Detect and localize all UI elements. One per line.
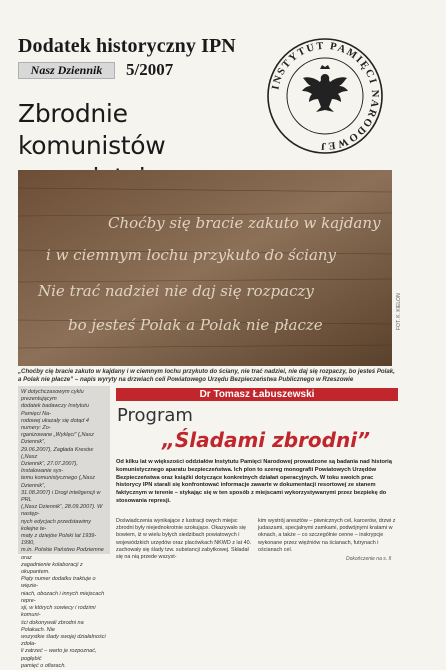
- sidebar-line: rodowej ukazały się dotąd 4 numery: Zo-: [21, 417, 89, 432]
- cell-door-photo: [18, 170, 392, 366]
- continued-note: Dokończenie na s. II: [346, 556, 392, 562]
- article-lead: Od kilku lat w większości oddziałów Instytutu Pamięci Narodowej prowadzone są badania nad historią komunistycznego aparatu bezpieczeństwa. Ich plon to szereg monografii Powiatowych Urzędów Bezpieczeństwa oraz książki dotyczące konkretnych działań operacyjnych. W toku swoich prac historycy IPN starali się konfrontować informacje zawarte w dokumentacji resortowej ze stanem faktycznym w terenie – stykając się w ten sposób z miejscami wykorzystywanymi przez bezpiekę do stosowania represji.: [116, 459, 392, 504]
- sidebar-text: [21, 389, 107, 670]
- sidebar-line: niach, obozach i innych miejscach repre-: [21, 590, 105, 604]
- eagle-icon: [302, 65, 348, 112]
- photo-credit: FOT. K. KIELON: [396, 293, 402, 330]
- sidebar-line: m.in. Polskie Państwo Podziemne oraz: [21, 547, 104, 561]
- article-column-2: kim wystrój aresztów – piwnicznych cel, karcerów, drzwi z judaszami, specjalnymi zamkami, podwójnymi kratami w oknach, a także – co szczególnie cenne – inskrypcje wykonane przez więźniów na ścianach, futrynach i ościanach cel.: [258, 518, 396, 553]
- program-title: „Śladami zbrodni”: [162, 428, 370, 452]
- inscription-line-2: i w ciemnym lochu przykuto do ściany: [46, 246, 337, 264]
- headline-line-1: Zbrodnie komunistów: [18, 99, 166, 160]
- sidebar-line: dodatek badawczy Instytutu Pamięci Na-: [21, 403, 89, 417]
- article-column-1: Doświadczenia wynikające z lustracji owych miejsc zbrodni były niejednokrotnie szokujące. Okazywało się bowiem, iż w wielu byłych siedzibach powiatowych i wojewódzkich urzędów oraz placówkach NKWD z lat 40. zachowały się ślady tzw. substancji zabytkowej. Składał się na nią przede wszyst-: [116, 518, 252, 561]
- issue-number: 5/2007: [126, 60, 174, 79]
- sidebar-line: rganizowane „Wyklęci” („Nasz Dziennik”,: [21, 432, 95, 446]
- sidebar-line: („Nasz Dziennik”, 28.09.2007). W następ-: [21, 504, 103, 518]
- supplement-title: Dodatek historyczny IPN: [18, 35, 236, 57]
- sidebar-line: nych edycjach przedstawimy kolejne te-: [21, 518, 92, 532]
- inscription-line-3: Nie trać nadziei nie daj się rozpaczy: [38, 282, 314, 300]
- sidebar-line: 29.06.2007), Zagłada Kresów („Nasz: [21, 446, 94, 460]
- sidebar-line: li zatrzeć – warto je rozpoznać, pogłębić: [21, 648, 97, 662]
- inscription-line-4: bo jesteś Polak a Polak nie płacze: [68, 316, 323, 334]
- author-byline: Dr Tomasz Łabuszewski: [116, 388, 398, 401]
- sidebar-line: Piąty numer dodatku traktuje o więzie-: [21, 576, 96, 590]
- masthead: [18, 62, 198, 79]
- sidebar-line: ści dokonywali zbrodni na Polakach. Nie: [21, 619, 84, 633]
- sidebar-line: 31.08.2007) i Drogi inteligencji w PRL: [21, 489, 101, 504]
- series-sidebar: [18, 386, 110, 669]
- sidebar-line: wszystkie ślady swojej działalności zdoła-: [21, 633, 106, 648]
- sidebar-line: W dotychczasowym cyklu prezentującym: [21, 389, 84, 403]
- sidebar-line: maty z dziejów Polski lat 1939-1990,: [21, 533, 97, 547]
- sidebar-line: temu komunistycznego („Nasz Dziennik”,: [21, 475, 95, 489]
- inscription-line-1: Choćby się bracie zakuto w kajdany: [108, 214, 381, 232]
- sidebar-line: Dziennik”, 27.07.2007), Instalowanie sys-: [21, 461, 78, 475]
- photo-caption: „Choćby cię bracie zakuto w kajdany i w ciemnym lochu przykuto do ściany, nie trać nadziei, nie daj się rozpaczy, bo jesteś Polak, a Polak nie płacze” – napis wyryty na drzwiach celi Powiatowego Urzędu Bezpieczeństwa Publicznego w Rzeszowie: [18, 368, 395, 383]
- seal-text: INSTYTUT PAMIĘCI NARODOWEJ: [270, 40, 381, 152]
- program-label: Program: [117, 405, 193, 426]
- sidebar-line: zagadnienie kolaboracji z okupantem.: [21, 561, 83, 576]
- sidebar-line: pamięć o ofiarach.: [21, 662, 66, 669]
- newspaper-logo: Nasz Dziennik: [18, 62, 115, 79]
- ipn-seal: [265, 36, 385, 156]
- sidebar-line: sji, w których sowiecy i rodzimi komuni-: [21, 605, 96, 619]
